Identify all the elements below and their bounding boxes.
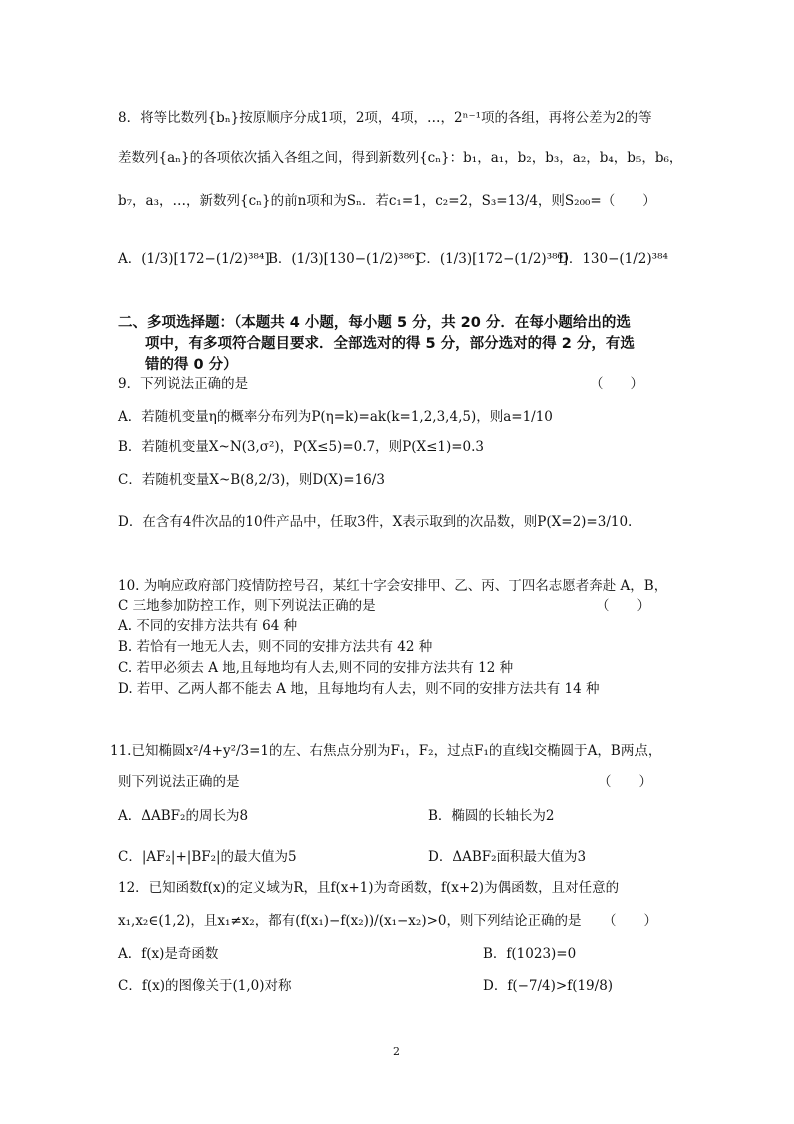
q8-line3: b₇，a₃，…，新数列{cₙ}的前n项和为Sₙ．若c₁=1，c₂=2，S₃=13/4，则S₂₀₀=（ ） bbox=[118, 193, 656, 209]
q9-option-c: C．若随机变量X~B(8,2/3)，则D(X)=16/3 bbox=[118, 472, 385, 488]
q12-stem-line1: 12．已知函数f(x)的定义域为R，且f(x+1)为奇函数，f(x+2)为偶函数，且对任意的 bbox=[118, 880, 620, 896]
q11-stem-line1: 11.已知椭圆x²/4+y²/3=1的左、右焦点分别为F₁，F₂，过点F₁的直线l交椭圆于A，B两点， bbox=[110, 743, 662, 759]
q9-option-d: D．在含有4件次品的10件产品中，任取3件，X表示取到的次品数，则P(X=2)=3/10. bbox=[118, 514, 633, 530]
q10-option-a: A. 不同的安排方法共有 64 种 bbox=[118, 618, 298, 634]
q10-answer-paren: （ ） bbox=[596, 598, 650, 614]
q12-option-c: C．f(x)的图像关于(1,0)对称 bbox=[118, 978, 292, 994]
q8-line1: 8．将等比数列{bₙ}按原顺序分成1项，2项，4项，…，2ⁿ⁻¹项的各组，再将公差为2的等 bbox=[118, 110, 652, 126]
q11-stem-line2: 则下列说法正确的是 bbox=[118, 774, 240, 790]
q12-option-a: A．f(x)是奇函数 bbox=[118, 946, 219, 962]
q10-option-b: B. 若恰有一地无人去，则不同的安排方法共有 42 种 bbox=[118, 639, 433, 655]
q11-option-d: D．ΔABF₂面积最大值为3 bbox=[428, 849, 587, 865]
q11-answer-paren: （ ） bbox=[598, 774, 652, 790]
q12-option-b: B．f(1023)=0 bbox=[483, 946, 577, 962]
q10-option-c: C. 若甲必须去 A 地,且每地均有人去,则不同的安排方法共有 12 种 bbox=[118, 660, 514, 676]
q8-line2: 差数列{aₙ}的各项依次插入各组之间，得到新数列{cₙ}：b₁，a₁，b₂，b₃，a₂，b₄，b₅，b₆， bbox=[118, 150, 683, 166]
section2-heading-line1: 二、多项选择题：（本题共 4 小题，每小题 5 分，共 20 分．在每小题给出的选 bbox=[118, 315, 631, 331]
q10-stem-line1: 10. 为响应政府部门疫情防控号召，某红十字会安排甲、乙、丙、丁四名志愿者奔赴 A，B， bbox=[118, 578, 668, 594]
q8-option-b: B．(1/3)[130−(1/2)³⁸⁶] bbox=[268, 251, 420, 267]
q11-option-c: C．|AF₂|+|BF₂|的最大值为5 bbox=[118, 849, 297, 865]
section2-heading-line2: 项中，有多项符合题目要求．全部选对的得 5 分，部分选对的得 2 分，有选 bbox=[145, 336, 635, 352]
q8-option-d: D．130−(1/2)³⁸⁴ bbox=[558, 251, 668, 267]
section2-heading-line3: 错的得 0 分） bbox=[145, 357, 238, 373]
q12-stem-line2: x₁,x₂∈(1,2)，且x₁≠x₂，都有(f(x₁)−f(x₂))/(x₁−x₂)>0，则下列结论正确的是 bbox=[118, 913, 582, 929]
q10-option-d: D. 若甲、乙两人都不能去 A 地，且每地均有人去，则不同的安排方法共有 14 种 bbox=[118, 681, 600, 697]
q9-answer-paren: （ ） bbox=[590, 376, 644, 392]
q8-option-c: C．(1/3)[172−(1/2)³⁸⁶] bbox=[416, 251, 569, 267]
q8-option-a: A．(1/3)[172−(1/2)³⁸⁴] bbox=[118, 251, 270, 267]
q10-stem-line2: C 三地参加防控工作，则下列说法正确的是 bbox=[118, 598, 376, 614]
q9-option-b: B．若随机变量X~N(3,σ²)，P(X≤5)=0.7，则P(X≤1)=0.3 bbox=[118, 439, 485, 455]
q12-option-d: D．f(−7/4)>f(19/8) bbox=[483, 978, 614, 994]
q11-option-a: A．ΔABF₂的周长为8 bbox=[118, 808, 249, 824]
q9-stem: 9．下列说法正确的是 bbox=[118, 376, 249, 392]
page-number: 2 bbox=[393, 1045, 400, 1058]
q11-option-b: B．椭圆的长轴长为2 bbox=[428, 808, 555, 824]
q12-answer-paren: （ ） bbox=[603, 913, 657, 929]
q9-option-a: A．若随机变量η的概率分布列为P(η=k)=ak(k=1,2,3,4,5)，则a=1/10 bbox=[118, 409, 553, 425]
